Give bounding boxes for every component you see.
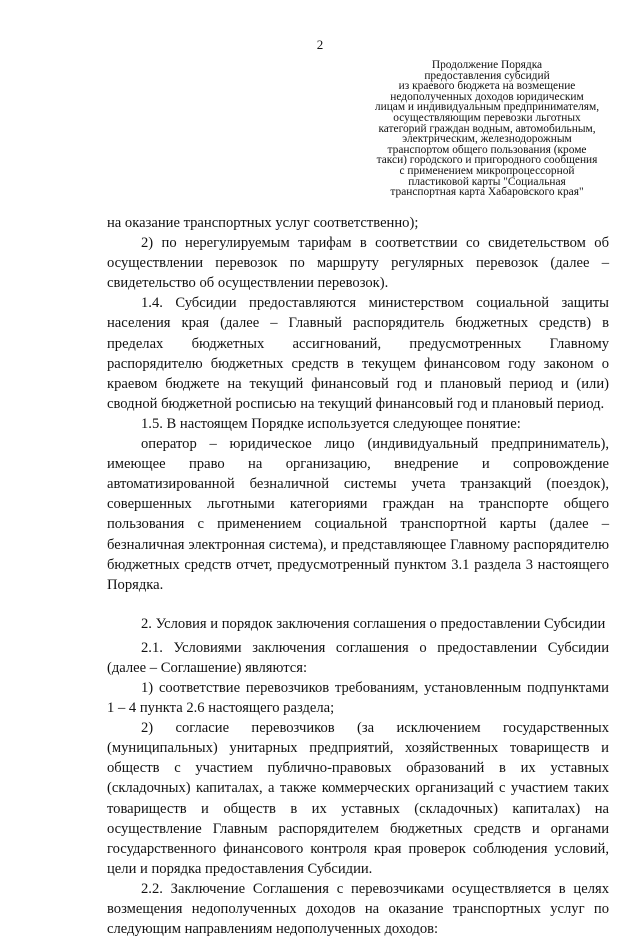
header-note-line: транспортная карта Хабаровского края" — [390, 186, 584, 199]
header-note-line: транспортом общего пользования (кроме — [387, 143, 587, 156]
paragraph: 2.2. Заключение Соглашения с перевозчиками осуществляется в целях возмещения недополученных доходов на оказание транспортных услуг по следующим направлениям недополученных доходов: — [107, 880, 609, 938]
section-title: 2. Условия и порядок заключения соглашения о предоставлении Субсидии — [141, 615, 606, 632]
page-number: 2 — [316, 37, 324, 52]
document-body — [107, 213, 609, 939]
header-note-line: электрическим, железнодорожным — [402, 133, 572, 146]
paragraph: 2) по нерегулируемым тарифам в соответствии со свидетельством об осуществлении перевозок по маршруту регулярных перевозок (далее – свидетельство об осуществлении перевозок). — [107, 235, 609, 292]
header-note-line: с применением микропроцессорной — [399, 164, 575, 177]
header-note-line: лицам и индивидуальным предпринимателям, — [374, 101, 600, 114]
header-note-line: такси) городского и пригородного сообщения — [376, 154, 598, 167]
paragraph: 1) соответствие перевозчиков требованиям, установленным подпунктами 1 – 4 пункта 2.6 настоящего раздела; — [107, 679, 609, 717]
header-note-line: из краевого бюджета на возмещение — [398, 80, 576, 93]
header-note-line: предоставления субсидий — [424, 69, 550, 82]
paragraph: 2) согласие перевозчиков (за исключением государственных (муниципальных) унитарных предприятий, хозяйственных товариществ и обществ с участием публично-правовых образований в их уставных (складочных) капиталах, а также коммерческих организаций с участием таких товариществ и обществ в их уставных (складочных) капиталах) на осуществление Главным распорядителем бюджетных средств и органами государственного финансового контроля края проверок соблюдения условий, цели и порядка предоставления Субсидии. — [107, 720, 609, 877]
paragraph: 1.4. Субсидии предоставляются министерством социальной защиты населения края (далее – Главный распорядитель бюджетных средств) в пределах бюджетных ассигнований, предусмотренных Главному распорядителю бюджетных средств в текущем финансовом году законом о краевом бюджете на текущий финансовый год и плановый период и (или) сводной бюджетной росписью на текущий финансовый год и плановый период. — [107, 295, 609, 412]
paragraph: на оказание транспортных услуг соответственно); — [107, 215, 419, 231]
paragraph: оператор – юридическое лицо (индивидуальный предприниматель), имеющее право на организацию, внедрение и сопровождение автоматизированной безналичной системы учета транзакций (поездок), совершенных льготными категориями граждан на транспорте общего пользования с применением социальной транспортной карты (далее – безналичная электронная система), и представляющее Главному распорядителю бюджетных средств отчет, предусмотренный пунктом 3.1 раздела 3 настоящего Порядка. — [107, 436, 609, 593]
header-note — [362, 60, 612, 198]
header-note-line: Продолжение Порядка — [431, 59, 543, 71]
paragraph: 1.5. В настоящем Порядке используется следующее понятие: — [141, 415, 521, 432]
header-note-line: пластиковой карты "Социальная — [408, 175, 566, 188]
header-note-line: категорий граждан водным, автомобильным, — [378, 122, 596, 135]
header-note-line: осуществляющим перевозки льготных — [393, 111, 581, 124]
header-note-line: недополученных доходов юридическим — [390, 90, 584, 103]
paragraph: 2.1. Условиями заключения соглашения о предоставлении Субсидии (далее – Соглашение) являются: — [107, 639, 609, 676]
